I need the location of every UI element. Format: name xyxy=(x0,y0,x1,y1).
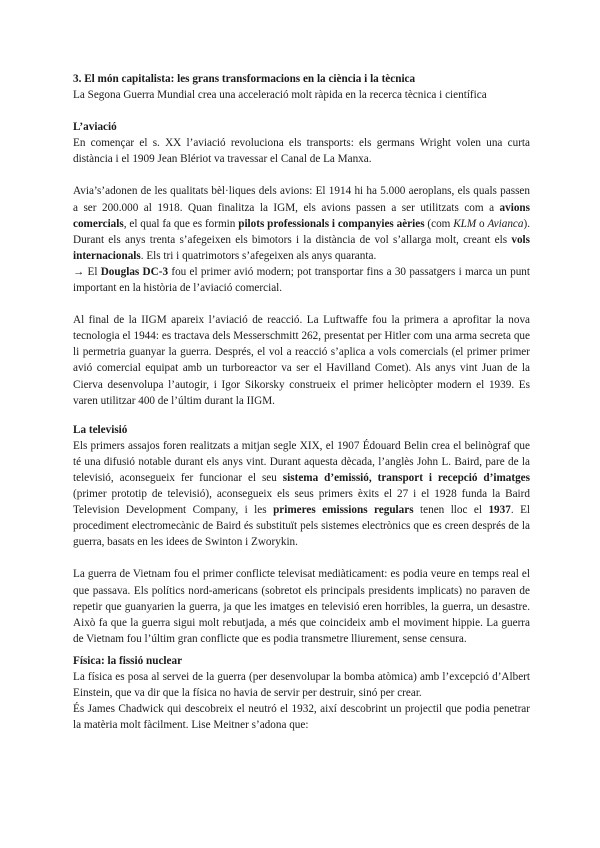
heading-fisica: Física: la fissió nuclear xyxy=(73,654,183,667)
document-page xyxy=(73,71,530,733)
fisica-paragraph-1: La física es posa al servei de la guerra (per desenvolupar la bomba atòmica) amb l’excepció d’Albert Einstein, que va dir que la física no havia de servir per destruir, sinó per crear. xyxy=(73,671,530,700)
section-title: 3. El món capitalista: les grans transformacions en la ciència i la tècnica xyxy=(73,73,416,85)
aviacio-paragraph-1: En començar el s. XX l’aviació revoluciona els transports: els germans Wright volen una curta distància i el 1909 Jean Blériot va travessar el Canal de La Manxa. xyxy=(73,137,530,166)
aviacio-paragraph-2: Avia’s’adonen de les qualitats bèl·liques dels avions: El 1914 hi ha 5.000 aeroplans, els quals passen a ser 200.000 al 1918. Quan finalitza la IGM, els avions passen a ser utilitzats com a avions comercials, el qual fa que es formin pilots professionals i companyies aèries (com KLM o Avianca). Durant els anys trenta s’afegeixen els bimotors i la distància de vol s’allarga molt, creant els vols internacionals. Els tri i quatrimotors s’afegeixen als anys quaranta. xyxy=(73,185,531,262)
aviacio-paragraph-4: Al final de la IIGM apareix l’aviació de reacció. La Luftwaffe fou la primera a aprofitar la nova tecnologia el 1944: es tractava dels Messerschmitt 262, presentat per Hitler com una arma secreta que li permetria guanyar la guerra. Després, el vol a reacció s’aplica a vols comercials (el primer primer avió comercial equipat amb un turboreactor va ser el Havilland Comet). Als anys vint Juan de la Cierva desenvolupa l’autogir, i Igor Sikorsky construeix el primer helicòpter modern el 1939. Es varen utilitzar 400 de l’últim durant la IIGM. xyxy=(73,314,530,407)
televisio-paragraph-2: La guerra de Vietnam fou el primer conflicte televisat mediàticament: es podia veure en temps real el que passava. Els polítics nord-americans (sobretot els principals presidents implicats) no paraven de repetir que guanyarien la guerra, ja que les imatges en televisió eren horribles, la guerra, un desastre. Això fa que la guerra sigui molt rebutjada, a més que coincideix amb el moviment hippie. La guerra de Vietnam fou l’últim gran conflicte que es podia transmetre lliurement, sense censura. xyxy=(73,568,530,645)
aviacio-paragraph-3: → El Douglas DC-3 fou el primer avió modern; pot transportar fins a 30 passatgers i marca un punt important en la història de l’aviació comercial. xyxy=(73,265,530,295)
heading-televisio: La televisió xyxy=(73,423,128,436)
intro-paragraph: La Segona Guerra Mundial crea una acceleració molt ràpida en la recerca tècnica i científica xyxy=(73,89,487,102)
heading-aviacio: L’aviació xyxy=(73,121,117,134)
fisica-paragraph-2: És James Chadwick qui descobreix el neutró el 1932, així descobrint un projectil que podia penetrar la matèria molt fàcilment. Lise Meitner s’adona que: xyxy=(73,703,530,732)
televisio-paragraph-1: Els primers assajos foren realitzats a mitjan segle XIX, el 1907 Édouard Belin crea el belinògraf que té una difusió notable durant els anys vint. Durant aquesta dècada, l’anglès John L. Baird, pare de la televisió, aconsegueix fer funcionar el seu sistema d’emissió, transport i recepció d’imatges (primer prototip de televisió), aconsegueix els seus primers èxits el 27 i el 1928 funda la Baird Television Development Company, i les primeres emissions regulars tenen lloc el 1937. El procediment electromecànic de Baird és substituït pels sistemes electrònics que es creen després de la guerra, basats en les idees de Swinton i Zworykin. xyxy=(73,439,531,549)
